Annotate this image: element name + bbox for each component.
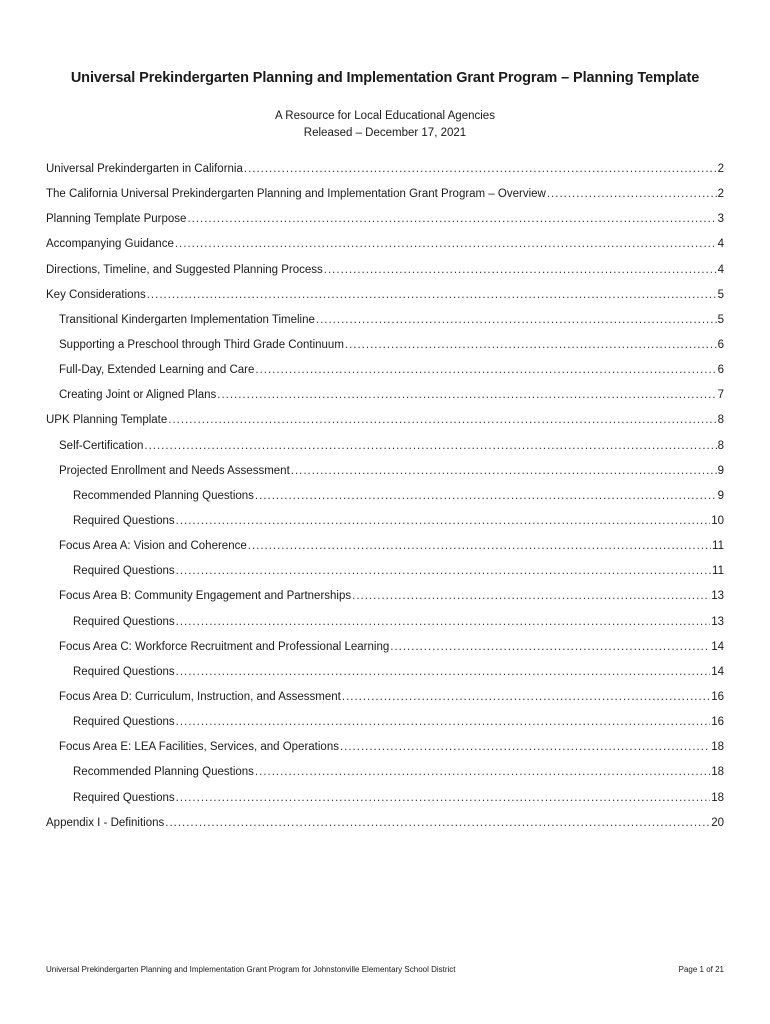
toc-entry[interactable] <box>46 386 724 411</box>
toc-entry[interactable] <box>46 814 724 839</box>
toc-entry[interactable] <box>46 713 724 738</box>
toc-entry-label: Focus Area B: Community Engagement and Partnerships <box>59 590 352 603</box>
toc-dot-leader <box>255 487 717 505</box>
toc-entry-page: 9 <box>717 464 724 477</box>
toc-dot-leader <box>342 688 710 706</box>
page-footer <box>46 965 724 974</box>
toc-entry[interactable] <box>46 311 724 336</box>
toc-entry-label: Focus Area A: Vision and Coherence <box>59 540 247 553</box>
toc-dot-leader <box>340 738 710 756</box>
toc-entry[interactable] <box>46 688 724 713</box>
toc-entry-page: 20 <box>711 816 724 829</box>
toc-entry[interactable] <box>46 160 724 185</box>
toc-entry[interactable] <box>46 789 724 814</box>
toc-dot-leader <box>324 261 717 279</box>
toc-entry[interactable] <box>46 512 724 537</box>
toc-entry-label: Focus Area C: Workforce Recruitment and Professional Learning <box>59 640 390 653</box>
toc-entry[interactable] <box>46 462 724 487</box>
toc-dot-leader <box>248 537 711 555</box>
toc-entry-label: Appendix I - Definitions <box>46 816 165 829</box>
toc-entry-page: 5 <box>717 313 724 326</box>
toc-entry-label: Accompanying Guidance <box>46 238 174 251</box>
document-title: Universal Prekindergarten Planning and Implementation Grant Program – Planning Template <box>70 70 700 86</box>
toc-entry-label: Required Questions <box>73 791 175 804</box>
toc-entry[interactable] <box>46 286 724 311</box>
toc-entry[interactable] <box>46 437 724 462</box>
toc-entry-label: Focus Area E: LEA Facilities, Services, and Operations <box>59 741 339 754</box>
subtitle-release-date: Released – December 17, 2021 <box>303 127 467 139</box>
toc-entry-page: 13 <box>711 615 724 628</box>
toc-entry-page: 4 <box>717 263 724 276</box>
toc-dot-leader <box>147 286 717 304</box>
toc-entry[interactable] <box>46 587 724 612</box>
toc-entry-label: Directions, Timeline, and Suggested Planning Process <box>46 263 323 276</box>
toc-entry[interactable] <box>46 235 724 260</box>
toc-dot-leader <box>144 437 716 455</box>
toc-entry-page: 10 <box>711 514 724 527</box>
toc-entry[interactable] <box>46 613 724 638</box>
toc-entry-page: 8 <box>717 414 724 427</box>
footer-document-name: Universal Prekindergarten Planning and Implementation Grant Program for Johnstonville Elementary School District <box>46 965 456 974</box>
toc-dot-leader <box>244 160 717 178</box>
toc-entry-page: 3 <box>717 213 724 226</box>
footer-page-number: Page 1 of 21 <box>678 965 724 974</box>
toc-entry-label: Recommended Planning Questions <box>73 489 254 502</box>
toc-entry-label: Required Questions <box>73 615 175 628</box>
toc-entry[interactable] <box>46 361 724 386</box>
toc-entry-page: 2 <box>717 163 724 175</box>
toc-entry[interactable] <box>46 185 724 210</box>
toc-dot-leader <box>176 789 711 807</box>
toc-entry-page: 14 <box>711 665 724 678</box>
toc-entry-page: 16 <box>711 716 724 729</box>
toc-dot-leader <box>291 462 717 480</box>
toc-entry-label: UPK Planning Template <box>46 414 168 427</box>
toc-entry[interactable] <box>46 537 724 562</box>
toc-dot-leader <box>547 185 717 203</box>
subtitle-resource: A Resource for Local Educational Agencies <box>275 110 495 122</box>
toc-entry-page: 14 <box>711 640 724 653</box>
toc-entry-label: Focus Area D: Curriculum, Instruction, and Assessment <box>59 690 341 703</box>
toc-entry-label: Required Questions <box>73 665 175 678</box>
toc-entry-page: 9 <box>717 489 724 502</box>
toc-dot-leader <box>352 587 710 605</box>
toc-entry-page: 5 <box>717 288 724 301</box>
toc-entry-label: Recommended Planning Questions <box>73 766 254 779</box>
toc-entry-page: 18 <box>711 766 724 779</box>
toc-entry-label: Self-Certification <box>59 439 144 452</box>
toc-dot-leader <box>217 386 716 404</box>
toc-entry[interactable] <box>46 738 724 763</box>
toc-entry-label: Planning Template Purpose <box>46 213 187 226</box>
toc-dot-leader <box>176 512 711 530</box>
toc-dot-leader <box>176 713 711 731</box>
toc-entry-page: 13 <box>711 590 724 603</box>
toc-entry-label: Required Questions <box>73 514 175 527</box>
toc-entry-page: 18 <box>711 741 724 754</box>
toc-entry-page: 6 <box>717 364 724 377</box>
toc-dot-leader <box>176 562 711 580</box>
toc-entry-page: 2 <box>717 188 724 201</box>
toc-entry[interactable] <box>46 487 724 512</box>
toc-entry-label: Full-Day, Extended Learning and Care <box>59 364 255 377</box>
toc-entry[interactable] <box>46 638 724 663</box>
toc-entry-label: Universal Prekindergarten in California <box>46 163 243 175</box>
toc-dot-leader <box>255 361 716 379</box>
toc-dot-leader <box>165 814 710 832</box>
toc-entry-page: 6 <box>717 338 724 351</box>
toc-entry-label: Projected Enrollment and Needs Assessment <box>59 464 290 477</box>
toc-dot-leader <box>168 411 716 429</box>
toc-dot-leader <box>176 613 711 631</box>
toc-entry[interactable] <box>46 261 724 286</box>
toc-entry-page: 11 <box>712 565 724 578</box>
toc-entry-label: Required Questions <box>73 565 175 578</box>
toc-entry-label: The California Universal Prekindergarten Planning and Implementation Grant Program – Overview <box>46 188 546 201</box>
toc-entry-page: 11 <box>712 540 724 553</box>
toc-entry[interactable] <box>46 763 724 788</box>
toc-entry[interactable] <box>46 562 724 587</box>
toc-entry-page: 8 <box>717 439 724 452</box>
toc-entry-label: Transitional Kindergarten Implementation Timeline <box>59 313 315 326</box>
toc-entry[interactable] <box>46 210 724 235</box>
toc-dot-leader <box>175 235 717 253</box>
toc-dot-leader <box>176 663 711 681</box>
toc-dot-leader <box>345 336 717 354</box>
toc-entry[interactable] <box>46 663 724 688</box>
toc-entry[interactable] <box>46 411 724 436</box>
toc-entry-label: Supporting a Preschool through Third Grade Continuum <box>59 338 344 351</box>
toc-entry[interactable] <box>46 336 724 361</box>
toc-entry-label: Required Questions <box>73 716 175 729</box>
toc-entry-page: 7 <box>717 389 724 402</box>
toc-entry-page: 18 <box>711 791 724 804</box>
toc-entry-label: Key Considerations <box>46 288 146 301</box>
toc-dot-leader <box>255 763 710 781</box>
toc-entry-page: 16 <box>711 690 724 703</box>
toc-entry-page: 4 <box>717 238 724 251</box>
toc-dot-leader <box>316 311 717 329</box>
table-of-contents <box>46 160 724 839</box>
toc-dot-leader <box>187 210 716 228</box>
toc-entry-label: Creating Joint or Aligned Plans <box>59 389 217 402</box>
toc-dot-leader <box>390 638 710 656</box>
